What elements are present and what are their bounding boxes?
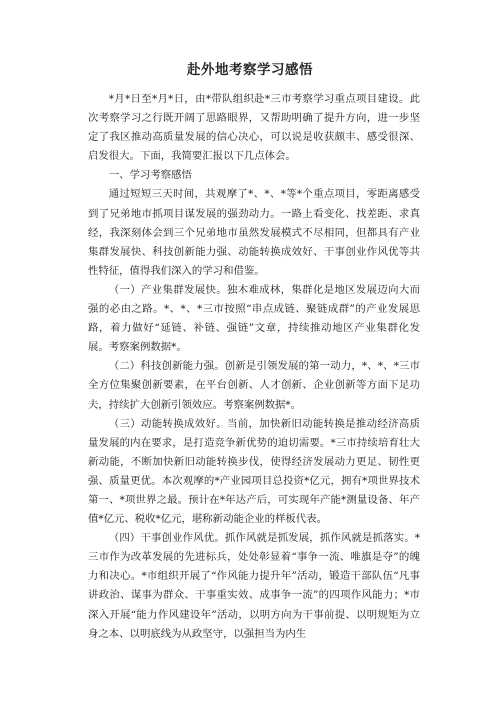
paragraph-overview: 通过短短三天时间，共观摩了*、*、*等*个重点项目，零距离感受到了兄弟地市抓项目谋发展的强劲动力。一路上看变化、找差距、求真经，我深刻体会到三个兄弟地市虽然发展模式不尽相同，但都具有产业集群发展快、科技创新能力强、动能转换成效好、干事创业作风优等共性特征，值得我们深入的学习和借鉴。	[88, 188, 420, 277]
document-title: 赴外地考察学习感悟	[187, 62, 313, 78]
paragraph-point-1: （一）产业集群发展快。独木难成林，集群化是地区发展迈向大而强的必由之路。*、*、*三市按照“串点成链、聚链成群”的产业发展思路，着力做好“延链、补链、强链”文章，持续推动地区产业集群化发展。考察案例数据*。	[88, 283, 420, 354]
paragraph-point-2: （二）科技创新能力强。创新是引领发展的第一动力，*、*、*三市全方位集聚创新要素，在平台创新、人才创新、企业创新等方面下足功夫，持续扩大创新引领效应。考察案例数据*。	[88, 360, 420, 411]
paragraph-intro: *月*日至*月*日，由*带队组织赴*三市考察学习重点项目建设。此次考察学习之行既开阔了思路眼界，又帮助明确了提升方向，进一步坚定了我区推动高质量发展的信心决心，可以说是收获颇丰、感受很深、启发很大。下面，我简要汇报以下几点体会。	[88, 93, 420, 163]
section-heading: 一、学习考察感悟	[108, 169, 192, 182]
document-body	[88, 90, 420, 644]
paragraph-point-4: （四）干事创业作风优。抓作风就是抓发展，抓作风就是抓落实。*三市作为改革发展的先进标兵，处处彰显着“事争一流、唯旗是夺”的魄力和决心。*市组织开展了“作风能力提升年”活动，锻造干部队伍“凡事讲政治、谋事为群众、干事重实效、成事争一流”的四项作风能力；*市深入开展“能力作风建设年”活动，以明方向为干事前提、以明规矩为立身之本、以明底线为从政坚守，以强担当为内生	[88, 532, 420, 640]
paragraph-point-3: （三）动能转换成效好。当前，加快新旧动能转换是推动经济高质量发展的内在要求，是打造竞争新优势的迫切需要。*三市持续培育壮大新动能，不断加快新旧动能转换步伐，使得经济发展动力更足、韧性更强、质量更优。本次观摩的*产业园项目总投资*亿元，拥有*项世界技术第一、*项世界之最。预计在*年达产后，可实现年产能*测量设备、年产值*亿元、税收*亿元，堪称新动能企业的样板代表。	[88, 417, 420, 526]
